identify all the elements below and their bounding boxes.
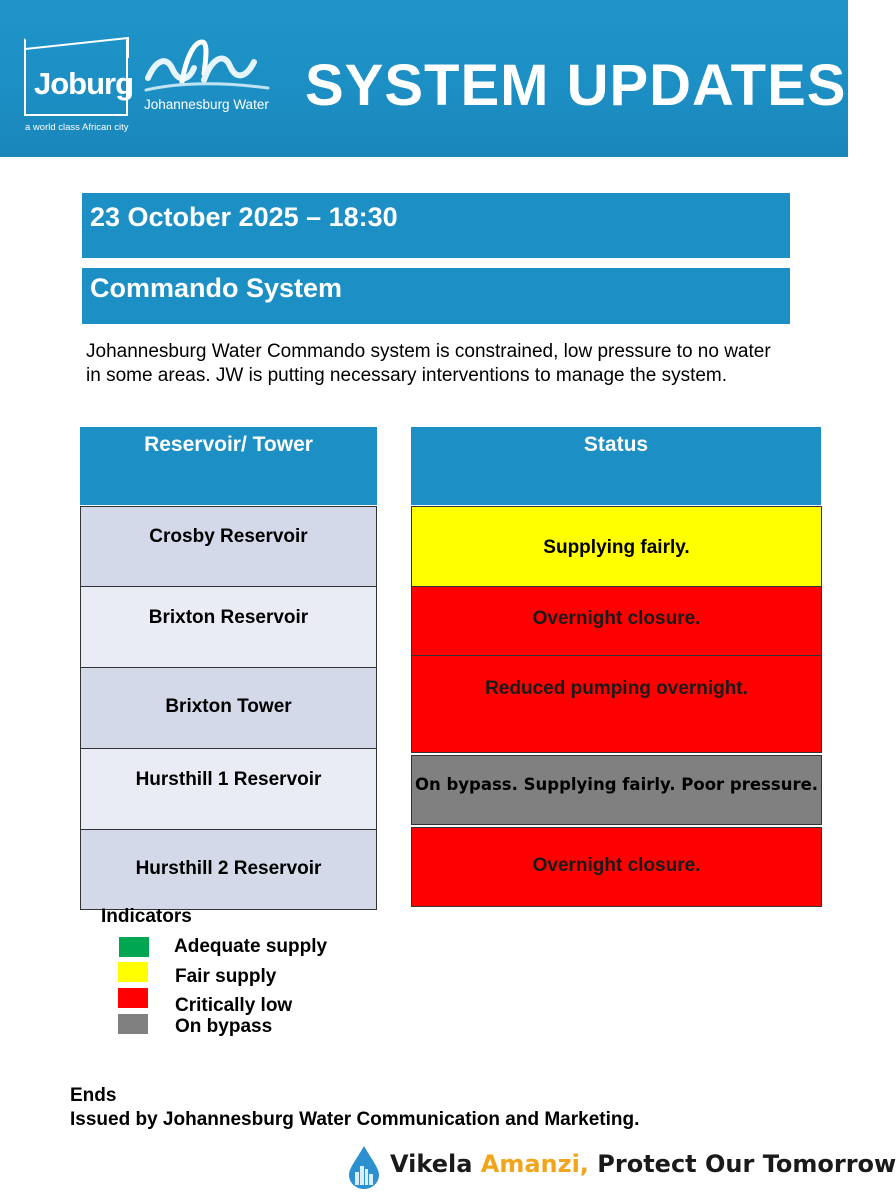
johannesburg-water-name: Johannesburg Water xyxy=(144,97,269,112)
slogan-part-1: Vikela xyxy=(390,1150,481,1178)
slogan-highlight: Amanzi, xyxy=(480,1150,589,1178)
page-title: SYSTEM UPDATES xyxy=(305,53,847,118)
reservoir-cell: Hursthill 1 Reservoir xyxy=(80,748,377,830)
system-name-bar: Commando System xyxy=(82,268,790,324)
indicator-label: On bypass xyxy=(175,1016,273,1037)
water-drop-city-icon xyxy=(346,1144,382,1190)
ends-label: Ends xyxy=(70,1085,117,1106)
joburg-logo-frame-top xyxy=(24,37,130,59)
date-bar: 23 October 2025 – 18:30 xyxy=(82,193,790,258)
fair-supply-swatch xyxy=(118,962,148,982)
joburg-tagline: a world class African city xyxy=(25,122,129,133)
on-bypass-swatch xyxy=(118,1014,148,1034)
intro-paragraph: Johannesburg Water Commando system is constrained, low pressure to no water in some areas. JW is putting necessary interventions to manage the system. xyxy=(86,341,771,386)
reservoir-column-header: Reservoir/ Tower xyxy=(80,427,377,505)
reservoir-cell: Brixton Reservoir xyxy=(80,586,377,668)
reservoir-cell: Crosby Reservoir xyxy=(80,506,377,587)
status-column-header: Status xyxy=(411,427,821,505)
joburg-logo: Joburg xyxy=(34,66,134,101)
indicators-title: Indicators xyxy=(101,906,192,927)
adequate-supply-swatch xyxy=(119,937,149,957)
reservoir-cell: Brixton Tower xyxy=(80,667,377,749)
status-cell-bypass: On bypass. Supplying fairly. Poor pressure. xyxy=(411,755,822,825)
status-cell-critical: Overnight closure. xyxy=(411,586,822,656)
issued-by-line: Issued by Johannesburg Water Communication and Marketing. xyxy=(70,1109,640,1130)
slogan-part-2: Protect Our Tomorrow xyxy=(588,1150,896,1178)
status-cell-critical: Overnight closure. xyxy=(411,827,822,907)
johannesburg-water-logo-icon xyxy=(142,38,272,98)
indicator-label: Fair supply xyxy=(175,966,277,987)
indicator-label: Critically low xyxy=(175,995,293,1016)
status-cell-critical: Reduced pumping overnight. xyxy=(411,655,822,753)
slogan xyxy=(390,1150,896,1178)
reservoir-cell: Hursthill 2 Reservoir xyxy=(80,829,377,910)
status-cell-fair: Supplying fairly. xyxy=(411,506,822,587)
indicator-label: Adequate supply xyxy=(174,936,328,957)
critically-low-swatch xyxy=(118,988,148,1008)
